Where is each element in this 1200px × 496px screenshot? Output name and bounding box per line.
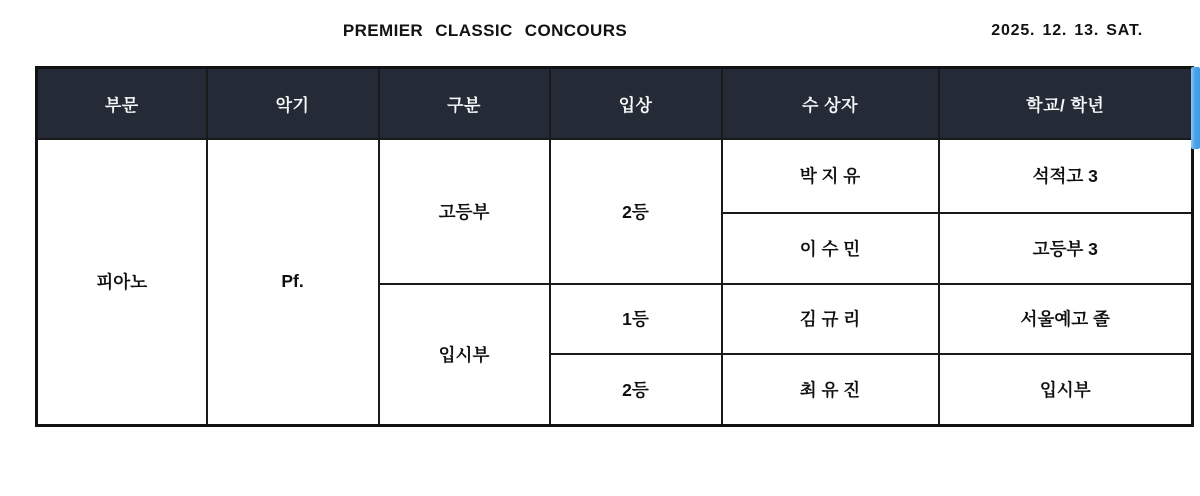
- cell-school: 입시부: [939, 354, 1193, 426]
- cell-prize: 2등: [550, 139, 722, 284]
- cell-winner: 이 수 민: [722, 213, 939, 284]
- vertical-scrollbar-thumb[interactable]: [1191, 67, 1200, 149]
- cell-school: 고등부 3: [939, 213, 1193, 284]
- col-header-division: 구분: [379, 68, 550, 139]
- col-header-category: 부문: [37, 68, 207, 139]
- cell-prize: 1등: [550, 284, 722, 354]
- col-header-school: 학교/ 학년: [939, 68, 1193, 139]
- col-header-winner: 수 상자: [722, 68, 939, 139]
- table-header-row: [37, 68, 1193, 139]
- cell-instrument: Pf.: [207, 139, 379, 426]
- cell-school: 서울예고 졸: [939, 284, 1193, 354]
- cell-prize: 2등: [550, 354, 722, 426]
- cell-division-entrance: 입시부: [379, 284, 550, 426]
- cell-winner: 최 유 진: [722, 354, 939, 426]
- cell-division-high-school: 고등부: [379, 139, 550, 284]
- document-date: 2025. 12. 13. SAT.: [991, 22, 1143, 39]
- col-header-prize: 입상: [550, 68, 722, 139]
- col-header-instrument: 악기: [207, 68, 379, 139]
- cell-winner: 박 지 유: [722, 139, 939, 213]
- cell-category: 피아노: [37, 139, 207, 426]
- results-table: [35, 66, 1194, 427]
- document-title: PREMIER CLASSIC CONCOURS: [342, 21, 628, 40]
- cell-winner: 김 규 리: [722, 284, 939, 354]
- cell-school: 석적고 3: [939, 139, 1193, 213]
- table-row: [37, 139, 1193, 213]
